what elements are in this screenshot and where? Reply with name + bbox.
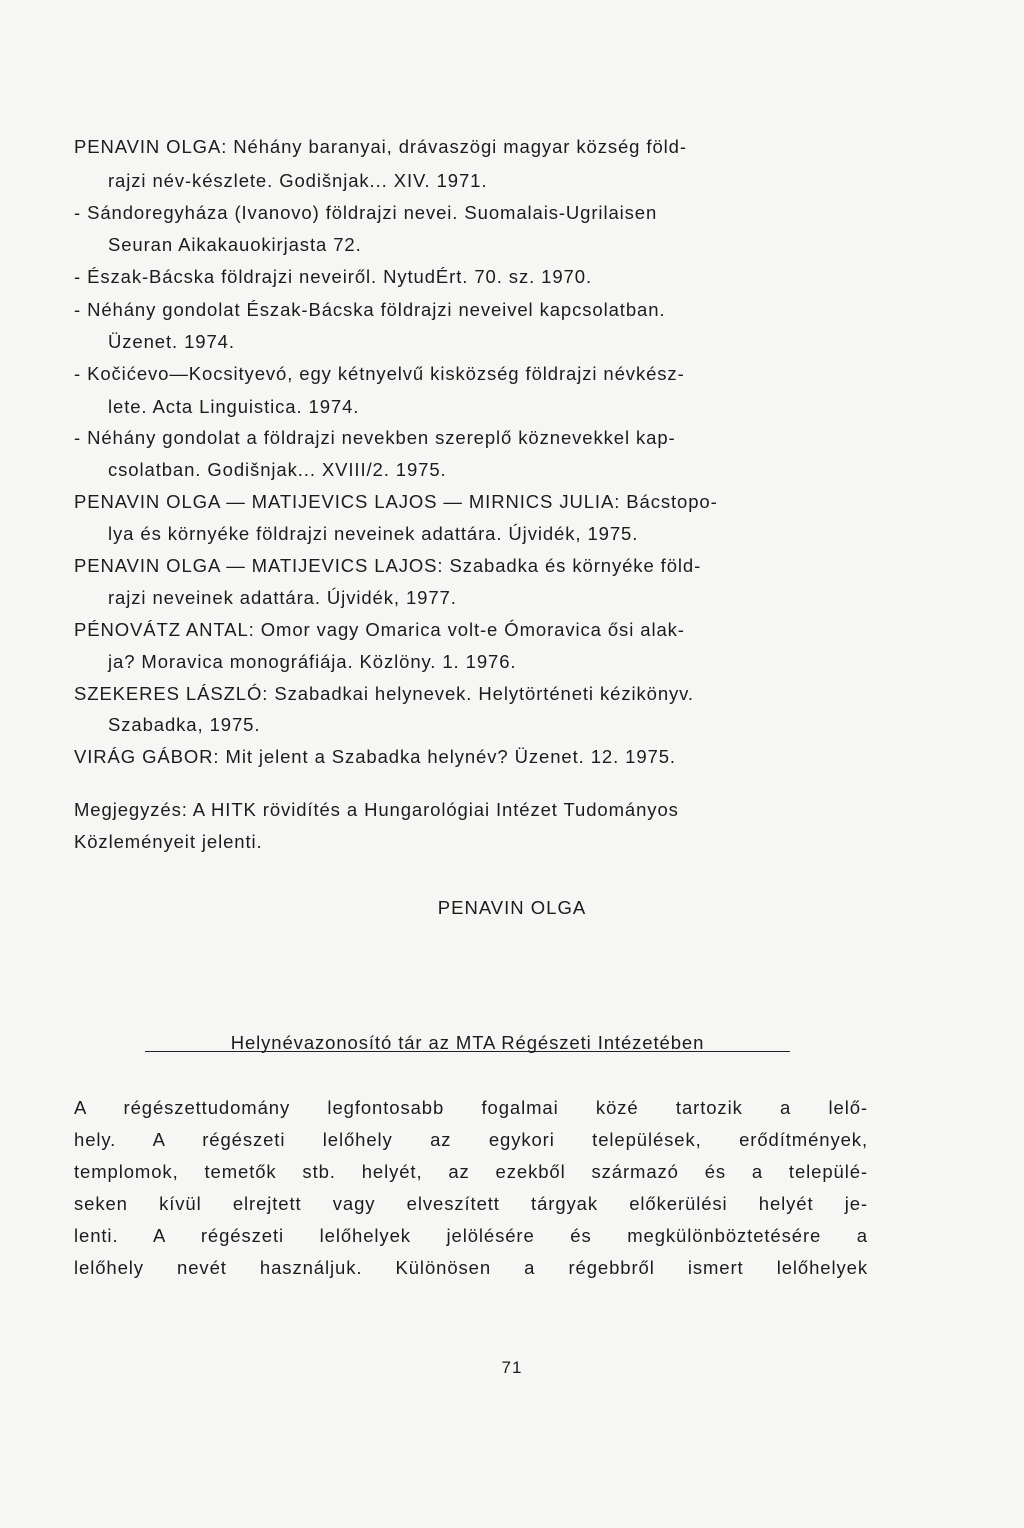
reference-9-line-2: ja? Moravica monográfiája. Közlöny. 1. 1976.: [108, 651, 517, 672]
reference-1-line-2: rajzi név-készlete. Godišnjak... XIV. 1971.: [108, 170, 488, 191]
reference-1-line-1: PENAVIN OLGA: Néhány baranyai, drávaszögi magyar község föld-: [74, 136, 687, 157]
reference-6-line-2: csolatban. Godišnjak... XVIII/2. 1975.: [108, 459, 447, 480]
reference-7-line-2: lya és környéke földrajzi neveinek adattára. Újvidék, 1975.: [108, 523, 639, 544]
note-line-1: Megjegyzés: A HITK rövidítés a Hungarológiai Intézet Tudományos: [74, 799, 679, 820]
section-title: Helynévazonosító tár az MTA Régészeti Intézetében: [230, 1032, 705, 1053]
reference-8-line-1: PENAVIN OLGA — MATIJEVICS LAJOS: Szabadka és környéke föld-: [74, 555, 702, 576]
reference-8-line-2: rajzi neveinek adattára. Újvidék, 1977.: [108, 587, 457, 608]
note-line-2: Közleményeit jelenti.: [74, 831, 263, 852]
body-line-3: templomok, temetők stb. helyét, az ezekből származó és a települé-: [74, 1161, 868, 1182]
reference-6-line-1: - Néhány gondolat a földrajzi nevekben szereplő köznevekkel kap-: [74, 427, 676, 448]
body-line-4: seken kívül elrejtett vagy elveszített tárgyak előkerülési helyét je-: [74, 1193, 868, 1214]
reference-10-line-1: SZEKERES LÁSZLÓ: Szabadkai helynevek. Helytörténeti kézikönyv.: [74, 683, 694, 704]
reference-11-line-1: VIRÁG GÁBOR: Mit jelent a Szabadka helynév? Üzenet. 12. 1975.: [74, 746, 676, 767]
page-number: 71: [501, 1358, 523, 1377]
body-line-5: lenti. A régészeti lelőhelyek jelölésére és megkülönböztetésére a: [74, 1225, 868, 1246]
body-line-6: lelőhely nevét használjuk. Különösen a régebbről ismert lelőhelyek: [74, 1257, 868, 1278]
reference-5-line-2: lete. Acta Linguistica. 1974.: [108, 396, 360, 417]
reference-4-line-1: - Néhány gondolat Észak-Bácska földrajzi neveivel kapcsolatban.: [74, 299, 666, 320]
reference-3-line-1: - Észak-Bácska földrajzi neveiről. NytudÉrt. 70. sz. 1970.: [74, 266, 592, 287]
reference-2-line-2: Seuran Aikakauokirjasta 72.: [108, 234, 362, 255]
reference-4-line-2: Üzenet. 1974.: [108, 331, 235, 352]
section-title-underline: [145, 1051, 790, 1052]
body-line-2: hely. A régészeti lelőhely az egykori települések, erődítmények,: [74, 1129, 868, 1150]
body-line-1: A régészettudomány legfontosabb fogalmai közé tartozik a lelő-: [74, 1097, 868, 1118]
reference-9-line-1: PÉNOVÁTZ ANTAL: Omor vagy Omarica volt-e Ómoravica ősi alak-: [74, 619, 685, 640]
reference-10-line-2: Szabadka, 1975.: [108, 714, 261, 735]
reference-5-line-1: - Kočićevo—Kocsityevó, egy kétnyelvű kisközség földrajzi névkész-: [74, 363, 685, 384]
reference-2-line-1: - Sándoregyháza (Ivanovo) földrajzi nevei. Suomalais-Ugrilaisen: [74, 202, 658, 223]
reference-7-line-1: PENAVIN OLGA — MATIJEVICS LAJOS — MIRNICS JULIA: Bácstopo-: [74, 491, 718, 512]
author-signature: PENAVIN OLGA: [437, 897, 587, 918]
